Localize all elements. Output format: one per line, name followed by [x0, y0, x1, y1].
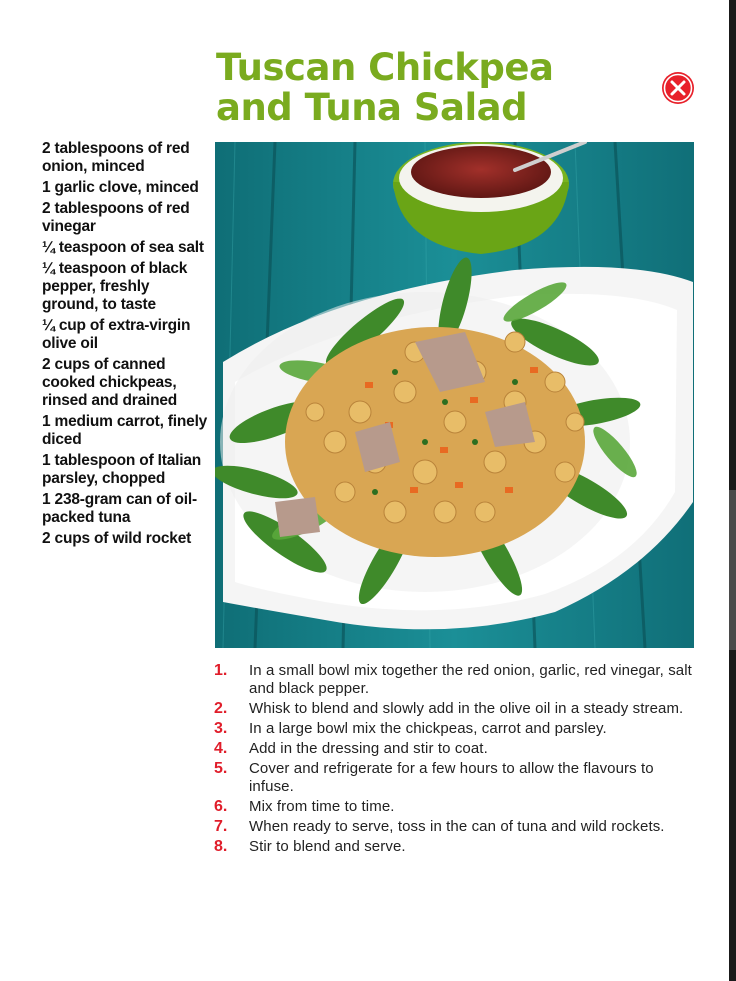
instruction-step — [214, 720, 694, 738]
instruction-step — [214, 662, 694, 698]
ingredient-item: 1 tablespoon of Italian parsley, chopped — [42, 452, 202, 487]
instructions-list — [214, 662, 694, 858]
ingredient-item: ¼ cup of extra-virgin olive oil — [42, 317, 191, 352]
step-text: Whisk to blend and slowly add in the olive oil in a steady stream. — [249, 700, 684, 717]
recipe-title — [216, 48, 576, 146]
ingredient-item: 2 cups of canned cooked chickpeas, rinsed and drained — [42, 356, 178, 409]
scrollbar-track[interactable] — [729, 0, 736, 981]
ingredient-item: ¼ teaspoon of black pepper, freshly ground, to taste — [42, 260, 188, 313]
step-number: 4. — [214, 740, 228, 757]
close-button[interactable] — [662, 72, 694, 104]
close-icon — [662, 72, 694, 104]
instruction-step — [214, 838, 694, 856]
ingredients-list — [42, 140, 208, 551]
instruction-step — [214, 798, 694, 816]
step-number: 5. — [214, 760, 228, 777]
instruction-step — [214, 818, 694, 836]
step-text: In a large bowl mix the chickpeas, carrot and parsley. — [249, 720, 607, 737]
recipe-title-line2-row — [216, 88, 576, 142]
recipe-title-line2: and Tuna Salad — [216, 86, 528, 129]
ingredient-item: 1 238-gram can of oil-packed tuna — [42, 491, 197, 526]
ingredient-item: 1 garlic clove, minced — [42, 179, 199, 196]
step-text: Stir to blend and serve. — [249, 838, 406, 855]
step-number: 2. — [214, 700, 228, 717]
mail-icon[interactable] — [222, 128, 242, 142]
step-text: Mix from time to time. — [249, 798, 395, 815]
ingredient-item: ¼ teaspoon of sea salt — [42, 239, 204, 256]
ingredient-item: 2 tablespoons of red onion, minced — [42, 140, 190, 175]
step-number: 8. — [214, 838, 228, 855]
ingredient-item: 2 tablespoons of red vinegar — [42, 200, 190, 235]
step-text: In a small bowl mix together the red onion, garlic, red vinegar, salt and black pepper. — [249, 662, 692, 697]
step-number: 3. — [214, 720, 228, 737]
step-text: When ready to serve, toss in the can of tuna and wild rockets. — [249, 818, 665, 835]
step-number: 7. — [214, 818, 228, 835]
instruction-step — [214, 740, 694, 758]
instruction-step — [214, 700, 694, 718]
recipe-title-line1: Tuscan Chickpea — [216, 46, 554, 89]
step-text: Add in the dressing and stir to coat. — [249, 740, 488, 757]
step-number: 1. — [214, 662, 228, 679]
instruction-step — [214, 760, 694, 796]
step-number: 6. — [214, 798, 228, 815]
recipe-photo — [215, 142, 694, 648]
scrollbar-thumb[interactable] — [729, 490, 736, 650]
step-text: Cover and refrigerate for a few hours to allow the flavours to infuse. — [249, 760, 654, 795]
ingredient-item: 1 medium carrot, finely diced — [42, 413, 208, 448]
ingredient-item: 2 cups of wild rocket — [42, 530, 192, 547]
